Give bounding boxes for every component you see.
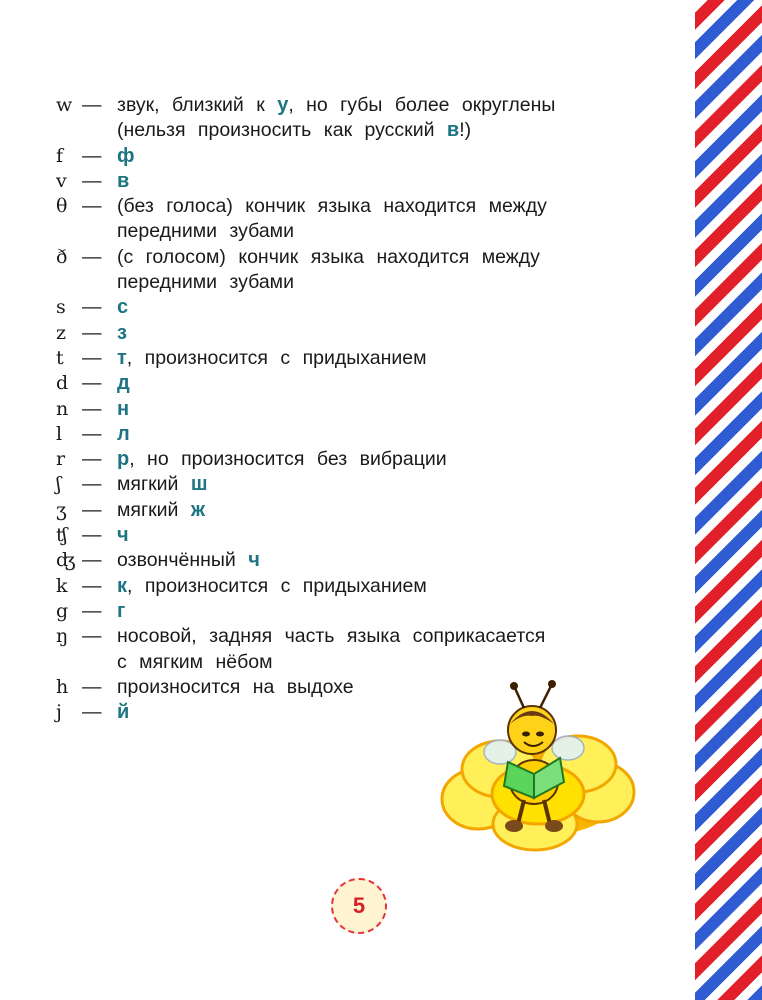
dash-separator: — <box>82 675 102 698</box>
dash-separator: — <box>82 701 102 724</box>
striped-border <box>695 0 762 1000</box>
russian-letter: ж <box>190 498 205 521</box>
phonetic-symbol: d <box>56 372 69 395</box>
russian-letter: д <box>117 372 130 395</box>
description-line-2 <box>117 270 616 295</box>
sound-description <box>117 447 616 472</box>
description-text: звук, близкий к <box>117 94 278 116</box>
page-number <box>331 878 387 934</box>
dash-separator: — <box>82 397 102 420</box>
dash-separator: — <box>82 195 102 218</box>
phonetic-row <box>56 371 616 396</box>
phonetic-row <box>56 93 616 144</box>
sound-description <box>117 245 616 296</box>
russian-letter: в <box>117 169 130 192</box>
dash-separator: — <box>82 524 102 547</box>
russian-letter: к <box>117 574 128 597</box>
description-text: (без голоса) кончик языка находится между <box>117 195 547 218</box>
phonetic-symbol: θ <box>56 195 68 218</box>
dash-separator: — <box>82 498 102 521</box>
phonetic-row <box>56 422 616 447</box>
sound-description <box>117 346 616 371</box>
description-text: мягкий <box>117 498 191 521</box>
sound-description <box>117 194 616 245</box>
phonetic-symbol: r <box>56 448 66 471</box>
sound-description <box>117 472 616 497</box>
description-text: носовой, задняя часть языка соприкасается <box>117 625 546 648</box>
phonetic-symbol: t <box>56 346 64 369</box>
phonetic-row <box>56 548 616 573</box>
sound-description <box>117 422 616 447</box>
russian-letter: у <box>277 94 289 116</box>
phonetic-row <box>56 397 616 422</box>
description-text: , но произносится без вибрации <box>129 448 447 471</box>
dash-separator: — <box>82 448 102 471</box>
sound-description <box>117 397 616 422</box>
sound-description <box>117 169 616 194</box>
phonetic-row <box>56 295 616 320</box>
phonetic-symbol: k <box>56 574 68 597</box>
description-line-2 <box>117 650 616 675</box>
description-text: (нельзя произносить как русский <box>117 119 447 142</box>
phonetic-row <box>56 144 616 169</box>
phonetic-symbol: z <box>56 321 67 344</box>
russian-letter: ч <box>117 524 129 547</box>
russian-letter: с <box>117 296 129 319</box>
phonetic-symbol: ŋ <box>56 625 69 648</box>
dash-separator: — <box>82 346 102 369</box>
phonetic-symbol: ð <box>56 245 68 268</box>
russian-letter: г <box>117 599 126 622</box>
phonetic-symbol: v <box>56 169 67 192</box>
russian-letter: з <box>117 321 127 344</box>
phonetic-row <box>56 523 616 548</box>
sound-description <box>117 574 616 599</box>
description-text: произносится на выдохе <box>117 675 354 698</box>
description-text: , но губы более округлены <box>288 94 556 116</box>
sound-description <box>117 295 616 320</box>
dash-separator: — <box>82 169 102 192</box>
phonetic-symbol: ʧ <box>56 524 68 547</box>
phonetic-row <box>56 624 616 675</box>
description-text: мягкий <box>117 473 191 496</box>
sound-description <box>117 498 616 523</box>
phonetic-symbol: w <box>56 94 73 116</box>
phonetic-row <box>56 245 616 296</box>
russian-letter: л <box>117 422 130 445</box>
dash-separator: — <box>82 94 102 116</box>
sound-description <box>117 523 616 548</box>
phonetic-symbol: f <box>56 144 64 167</box>
phonetic-row <box>56 447 616 472</box>
phonetic-symbol: ʒ <box>56 498 67 521</box>
russian-letter: р <box>117 448 130 471</box>
description-text: передними зубами <box>117 271 294 294</box>
description-text: озвончённый <box>117 549 249 572</box>
dash-separator: — <box>82 321 102 344</box>
sound-description <box>117 144 616 169</box>
dash-separator: — <box>82 625 102 648</box>
phonetic-symbol: l <box>56 422 63 445</box>
dash-separator: — <box>82 422 102 445</box>
sound-description <box>117 93 616 144</box>
russian-letter: ш <box>190 473 208 496</box>
phonetic-row <box>56 574 616 599</box>
description-text: !) <box>459 119 472 142</box>
phonetic-row <box>56 599 616 624</box>
page-number-label: 5 <box>352 893 366 918</box>
russian-letter: ф <box>117 144 135 167</box>
dash-separator: — <box>82 245 102 268</box>
dash-separator: — <box>82 296 102 319</box>
description-text: передними зубами <box>117 220 294 243</box>
phonetic-symbol: j <box>56 701 62 724</box>
russian-letter: й <box>117 701 130 724</box>
dash-separator: — <box>82 144 102 167</box>
description-text: с мягким нёбом <box>117 650 273 673</box>
sound-description <box>117 599 616 624</box>
description-line-2 <box>117 219 616 244</box>
dash-separator: — <box>82 599 102 622</box>
dash-separator: — <box>82 574 102 597</box>
phonetic-symbol: s <box>56 296 66 319</box>
description-line-2 <box>117 118 616 143</box>
sound-description <box>117 548 616 573</box>
dash-separator: — <box>82 549 102 572</box>
phonetic-symbol: g <box>56 599 69 622</box>
phonetic-row <box>56 346 616 371</box>
description-text: , произносится с придыханием <box>126 346 427 369</box>
phonetic-row <box>56 472 616 497</box>
phonetic-row <box>56 169 616 194</box>
phonetic-symbol: h <box>56 675 69 698</box>
russian-letter: т <box>117 346 127 369</box>
description-text: (с голосом) кончик языка находится между <box>117 245 540 268</box>
russian-letter: н <box>117 397 130 420</box>
russian-letter: в <box>446 119 460 142</box>
description-text: , произносится с придыханием <box>127 574 427 597</box>
sound-description <box>117 371 616 396</box>
sound-description <box>117 624 616 675</box>
phonetic-row <box>56 498 616 523</box>
dash-separator: — <box>82 473 102 496</box>
phonetic-row <box>56 194 616 245</box>
russian-letter: ч <box>248 549 260 572</box>
dash-separator: — <box>82 372 102 395</box>
phonetics-list <box>56 93 616 725</box>
phonetic-symbol: ʤ <box>56 549 76 572</box>
sound-description <box>117 321 616 346</box>
phonetic-symbol: n <box>56 397 69 420</box>
phonetic-row <box>56 321 616 346</box>
bee-on-flower-illustration <box>440 674 636 854</box>
phonetic-symbol: ʃ <box>56 473 62 496</box>
